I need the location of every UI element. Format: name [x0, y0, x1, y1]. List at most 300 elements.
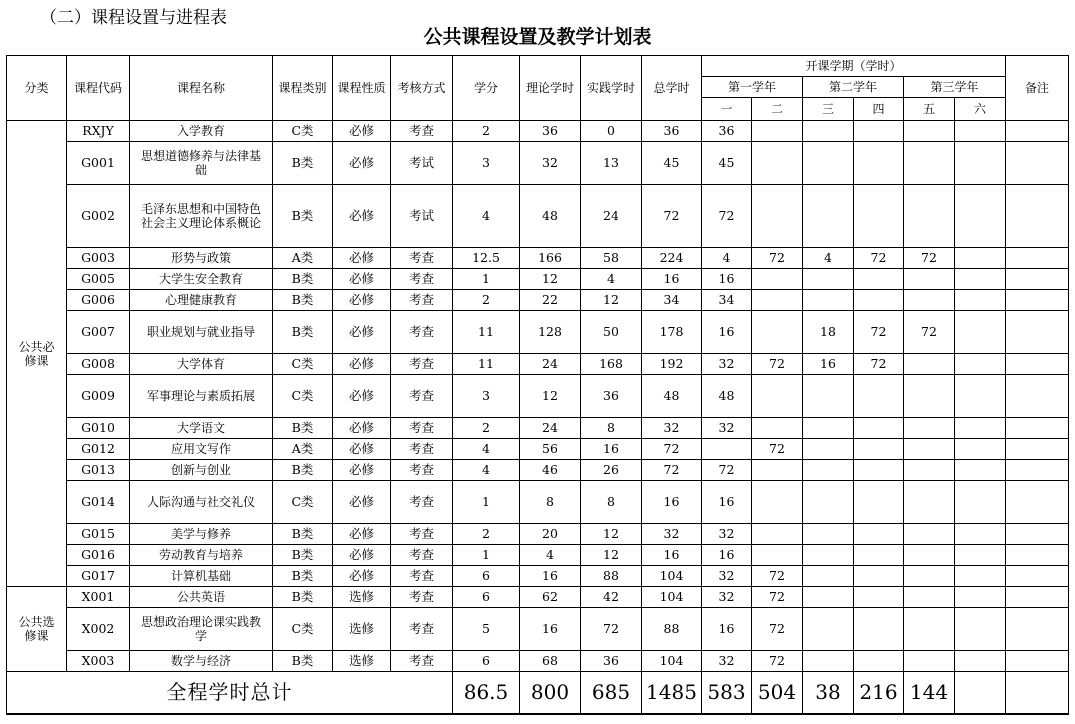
cell-total: 16 — [642, 269, 702, 290]
totals-theory: 800 — [520, 672, 581, 714]
cell-practice: 24 — [581, 185, 642, 248]
header-total: 总学时 — [642, 56, 702, 121]
cell-total: 178 — [642, 311, 702, 354]
totals-term-1: 583 — [702, 672, 752, 714]
cell-type: B类 — [273, 524, 333, 545]
cell-term-1: 45 — [702, 142, 752, 185]
cell-code: G017 — [67, 566, 130, 587]
cell-practice: 12 — [581, 290, 642, 311]
table-row — [7, 375, 1069, 418]
cell-term-6 — [955, 481, 1006, 524]
header-year3: 第三学年 — [904, 77, 1006, 98]
cell-practice: 36 — [581, 651, 642, 672]
cell-term-5 — [904, 121, 955, 142]
cell-remark — [1006, 121, 1069, 142]
table-row — [7, 439, 1069, 460]
cell-exam: 考查 — [391, 418, 453, 439]
cell-term-4 — [854, 375, 904, 418]
cell-term-3 — [803, 524, 854, 545]
cell-nature: 必修 — [333, 439, 391, 460]
cell-credits: 6 — [453, 651, 520, 672]
cell-term-6 — [955, 142, 1006, 185]
totals-row — [7, 672, 1069, 714]
cell-total: 104 — [642, 651, 702, 672]
cell-code: G009 — [67, 375, 130, 418]
cell-total: 104 — [642, 566, 702, 587]
cell-name: 形势与政策 — [130, 248, 273, 269]
cell-term-1: 16 — [702, 311, 752, 354]
cell-term-2 — [752, 142, 803, 185]
table-row — [7, 608, 1069, 651]
cell-nature: 必修 — [333, 460, 391, 481]
cell-term-3 — [803, 121, 854, 142]
cell-code: G010 — [67, 418, 130, 439]
cell-term-6 — [955, 439, 1006, 460]
cell-term-3: 4 — [803, 248, 854, 269]
cell-credits: 12.5 — [453, 248, 520, 269]
header-year2: 第二学年 — [803, 77, 904, 98]
cell-code: X003 — [67, 651, 130, 672]
cell-term-2: 72 — [752, 608, 803, 651]
cell-term-1: 32 — [702, 651, 752, 672]
cell-term-2: 72 — [752, 566, 803, 587]
cell-term-4 — [854, 290, 904, 311]
cell-term-2 — [752, 311, 803, 354]
cell-term-3 — [803, 142, 854, 185]
table-row — [7, 269, 1069, 290]
cell-term-2: 72 — [752, 651, 803, 672]
cell-theory: 48 — [520, 185, 581, 248]
cell-remark — [1006, 608, 1069, 651]
cell-credits: 2 — [453, 290, 520, 311]
cell-type: C类 — [273, 608, 333, 651]
cell-total: 72 — [642, 439, 702, 460]
cell-nature: 必修 — [333, 375, 391, 418]
cell-code: G012 — [67, 439, 130, 460]
cell-type: B类 — [273, 545, 333, 566]
cell-term-2 — [752, 375, 803, 418]
cell-term-6 — [955, 311, 1006, 354]
cell-code: G008 — [67, 354, 130, 375]
cell-theory: 166 — [520, 248, 581, 269]
cell-theory: 36 — [520, 121, 581, 142]
header-practice: 实践学时 — [581, 56, 642, 121]
cell-code: X002 — [67, 608, 130, 651]
cell-type: B类 — [273, 651, 333, 672]
cell-nature: 选修 — [333, 651, 391, 672]
cell-term-6 — [955, 354, 1006, 375]
cell-credits: 4 — [453, 439, 520, 460]
cell-term-6 — [955, 524, 1006, 545]
cell-term-3 — [803, 269, 854, 290]
cell-term-6 — [955, 608, 1006, 651]
cell-theory: 12 — [520, 375, 581, 418]
cell-term-1: 72 — [702, 460, 752, 481]
cell-theory: 56 — [520, 439, 581, 460]
totals-term-4: 216 — [854, 672, 904, 714]
cell-term-1: 32 — [702, 587, 752, 608]
cell-term-1: 36 — [702, 121, 752, 142]
cell-name: 应用文写作 — [130, 439, 273, 460]
cell-name: 大学语文 — [130, 418, 273, 439]
cell-term-2 — [752, 290, 803, 311]
cell-term-5 — [904, 651, 955, 672]
cell-credits: 1 — [453, 269, 520, 290]
cell-practice: 36 — [581, 375, 642, 418]
cell-credits: 3 — [453, 142, 520, 185]
cell-term-3 — [803, 608, 854, 651]
cell-nature: 选修 — [333, 608, 391, 651]
cell-credits: 11 — [453, 354, 520, 375]
cell-term-2 — [752, 524, 803, 545]
cell-credits: 4 — [453, 460, 520, 481]
cell-practice: 4 — [581, 269, 642, 290]
cell-term-5 — [904, 608, 955, 651]
cell-term-4 — [854, 566, 904, 587]
cell-practice: 72 — [581, 608, 642, 651]
cell-theory: 62 — [520, 587, 581, 608]
cell-exam: 考查 — [391, 439, 453, 460]
course-plan-table — [6, 55, 1069, 715]
cell-remark — [1006, 142, 1069, 185]
cell-term-1: 16 — [702, 481, 752, 524]
table-row — [7, 121, 1069, 142]
cell-total: 104 — [642, 587, 702, 608]
table-row — [7, 311, 1069, 354]
cell-credits: 3 — [453, 375, 520, 418]
cell-credits: 11 — [453, 311, 520, 354]
cell-term-5 — [904, 354, 955, 375]
cell-exam: 考查 — [391, 311, 453, 354]
header-term-1: 一 — [702, 98, 752, 121]
cell-practice: 12 — [581, 524, 642, 545]
header-term-5: 五 — [904, 98, 955, 121]
cell-term-1: 32 — [702, 524, 752, 545]
cell-nature: 必修 — [333, 311, 391, 354]
totals-label: 全程学时总计 — [7, 672, 453, 714]
totals-remark — [1006, 672, 1069, 714]
cell-term-6 — [955, 248, 1006, 269]
cell-code: G006 — [67, 290, 130, 311]
cell-term-5 — [904, 418, 955, 439]
cell-name: 心理健康教育 — [130, 290, 273, 311]
cell-term-1: 4 — [702, 248, 752, 269]
cell-code: G001 — [67, 142, 130, 185]
cell-exam: 考查 — [391, 460, 453, 481]
cell-term-4 — [854, 587, 904, 608]
cell-term-6 — [955, 587, 1006, 608]
cell-nature: 必修 — [333, 248, 391, 269]
cell-exam: 考查 — [391, 481, 453, 524]
header-credits: 学分 — [453, 56, 520, 121]
header-exam: 考核方式 — [391, 56, 453, 121]
cell-nature: 必修 — [333, 269, 391, 290]
cell-type: C类 — [273, 375, 333, 418]
cell-term-5 — [904, 142, 955, 185]
category-required: 公共必修课 — [7, 121, 67, 587]
header-code: 课程代码 — [67, 56, 130, 121]
cell-nature: 必修 — [333, 142, 391, 185]
cell-code: G005 — [67, 269, 130, 290]
cell-term-3 — [803, 290, 854, 311]
cell-type: C类 — [273, 481, 333, 524]
cell-type: B类 — [273, 460, 333, 481]
cell-term-2: 72 — [752, 248, 803, 269]
cell-term-5 — [904, 587, 955, 608]
header-year1: 第一学年 — [702, 77, 803, 98]
cell-term-5 — [904, 545, 955, 566]
cell-term-2 — [752, 481, 803, 524]
header-term-3: 三 — [803, 98, 854, 121]
header-remark: 备注 — [1006, 56, 1069, 121]
cell-term-3 — [803, 481, 854, 524]
cell-term-3 — [803, 375, 854, 418]
cell-term-3 — [803, 566, 854, 587]
cell-total: 48 — [642, 375, 702, 418]
cell-term-5 — [904, 375, 955, 418]
cell-term-1: 32 — [702, 566, 752, 587]
cell-nature: 必修 — [333, 354, 391, 375]
cell-remark — [1006, 481, 1069, 524]
cell-term-5: 72 — [904, 248, 955, 269]
cell-term-1: 34 — [702, 290, 752, 311]
cell-remark — [1006, 269, 1069, 290]
cell-nature: 选修 — [333, 587, 391, 608]
cell-term-2: 72 — [752, 587, 803, 608]
header-nature: 课程性质 — [333, 56, 391, 121]
cell-term-3 — [803, 651, 854, 672]
cell-term-4 — [854, 651, 904, 672]
cell-term-4 — [854, 185, 904, 248]
cell-term-4 — [854, 439, 904, 460]
cell-name: 人际沟通与社交礼仪 — [130, 481, 273, 524]
cell-term-4 — [854, 460, 904, 481]
cell-term-4 — [854, 121, 904, 142]
cell-term-2 — [752, 269, 803, 290]
cell-exam: 考查 — [391, 608, 453, 651]
cell-remark — [1006, 460, 1069, 481]
cell-term-6 — [955, 121, 1006, 142]
cell-practice: 13 — [581, 142, 642, 185]
cell-term-5 — [904, 185, 955, 248]
cell-nature: 必修 — [333, 290, 391, 311]
cell-theory: 46 — [520, 460, 581, 481]
cell-name: 计算机基础 — [130, 566, 273, 587]
cell-total: 16 — [642, 545, 702, 566]
cell-term-2: 72 — [752, 439, 803, 460]
cell-remark — [1006, 651, 1069, 672]
cell-name: 劳动教育与培养 — [130, 545, 273, 566]
cell-code: G013 — [67, 460, 130, 481]
cell-term-1: 32 — [702, 354, 752, 375]
cell-code: RXJY — [67, 121, 130, 142]
cell-theory: 24 — [520, 418, 581, 439]
cell-total: 34 — [642, 290, 702, 311]
cell-exam: 考查 — [391, 121, 453, 142]
cell-practice: 8 — [581, 481, 642, 524]
cell-type: B类 — [273, 587, 333, 608]
cell-exam: 考查 — [391, 290, 453, 311]
totals-term-6 — [955, 672, 1006, 714]
category-elective: 公共选修课 — [7, 587, 67, 672]
cell-term-6 — [955, 269, 1006, 290]
cell-total: 32 — [642, 418, 702, 439]
cell-term-1: 16 — [702, 545, 752, 566]
header-term-6: 六 — [955, 98, 1006, 121]
cell-term-1: 48 — [702, 375, 752, 418]
cell-nature: 必修 — [333, 524, 391, 545]
cell-theory: 22 — [520, 290, 581, 311]
cell-nature: 必修 — [333, 545, 391, 566]
cell-remark — [1006, 439, 1069, 460]
cell-nature: 必修 — [333, 418, 391, 439]
cell-code: G014 — [67, 481, 130, 524]
cell-term-6 — [955, 651, 1006, 672]
cell-exam: 考查 — [391, 354, 453, 375]
header-category: 分类 — [7, 56, 67, 121]
cell-term-2 — [752, 545, 803, 566]
cell-practice: 42 — [581, 587, 642, 608]
cell-theory: 16 — [520, 608, 581, 651]
cell-remark — [1006, 290, 1069, 311]
cell-term-2 — [752, 121, 803, 142]
cell-theory: 20 — [520, 524, 581, 545]
cell-exam: 考查 — [391, 248, 453, 269]
cell-code: G003 — [67, 248, 130, 269]
cell-credits: 1 — [453, 481, 520, 524]
table-row — [7, 587, 1069, 608]
cell-remark — [1006, 587, 1069, 608]
cell-type: B类 — [273, 185, 333, 248]
cell-remark — [1006, 354, 1069, 375]
cell-type: B类 — [273, 566, 333, 587]
cell-remark — [1006, 248, 1069, 269]
cell-term-1: 16 — [702, 269, 752, 290]
header-term-4: 四 — [854, 98, 904, 121]
header-schedule: 开课学期（学时） — [702, 56, 1006, 77]
cell-term-6 — [955, 418, 1006, 439]
cell-theory: 16 — [520, 566, 581, 587]
cell-practice: 16 — [581, 439, 642, 460]
cell-name: 入学教育 — [130, 121, 273, 142]
cell-term-3: 18 — [803, 311, 854, 354]
cell-term-6 — [955, 545, 1006, 566]
cell-nature: 必修 — [333, 121, 391, 142]
cell-name: 思想政治理论课实践教学 — [130, 608, 273, 651]
cell-code: X001 — [67, 587, 130, 608]
cell-term-6 — [955, 566, 1006, 587]
cell-name: 美学与修养 — [130, 524, 273, 545]
table-row — [7, 290, 1069, 311]
cell-term-2: 72 — [752, 354, 803, 375]
cell-credits: 2 — [453, 121, 520, 142]
cell-exam: 考查 — [391, 587, 453, 608]
cell-exam: 考试 — [391, 142, 453, 185]
totals-term-2: 504 — [752, 672, 803, 714]
table-row — [7, 481, 1069, 524]
cell-exam: 考查 — [391, 375, 453, 418]
cell-remark — [1006, 524, 1069, 545]
header-name: 课程名称 — [130, 56, 273, 121]
cell-term-6 — [955, 460, 1006, 481]
cell-credits: 5 — [453, 608, 520, 651]
cell-total: 36 — [642, 121, 702, 142]
cell-nature: 必修 — [333, 566, 391, 587]
cell-term-4: 72 — [854, 248, 904, 269]
cell-remark — [1006, 185, 1069, 248]
cell-term-4: 72 — [854, 311, 904, 354]
cell-theory: 128 — [520, 311, 581, 354]
cell-term-1: 16 — [702, 608, 752, 651]
totals-term-3: 38 — [803, 672, 854, 714]
cell-type: C类 — [273, 121, 333, 142]
cell-credits: 2 — [453, 524, 520, 545]
table-row — [7, 545, 1069, 566]
cell-term-5 — [904, 290, 955, 311]
cell-practice: 58 — [581, 248, 642, 269]
cell-term-3 — [803, 439, 854, 460]
table-row — [7, 524, 1069, 545]
cell-remark — [1006, 566, 1069, 587]
cell-term-3 — [803, 185, 854, 248]
cell-term-5: 72 — [904, 311, 955, 354]
header-term-2: 二 — [752, 98, 803, 121]
cell-type: B类 — [273, 418, 333, 439]
cell-remark — [1006, 375, 1069, 418]
cell-total: 72 — [642, 460, 702, 481]
cell-total: 72 — [642, 185, 702, 248]
cell-term-5 — [904, 269, 955, 290]
cell-term-3: 16 — [803, 354, 854, 375]
cell-credits: 6 — [453, 566, 520, 587]
cell-exam: 考查 — [391, 566, 453, 587]
cell-term-3 — [803, 545, 854, 566]
section-title: （二）课程设置与进程表 — [40, 8, 227, 28]
totals-practice: 685 — [581, 672, 642, 714]
cell-total: 45 — [642, 142, 702, 185]
cell-term-4 — [854, 524, 904, 545]
table-row — [7, 248, 1069, 269]
cell-type: A类 — [273, 248, 333, 269]
cell-remark — [1006, 418, 1069, 439]
cell-name: 数学与经济 — [130, 651, 273, 672]
table-title: 公共课程设置及教学计划表 — [423, 26, 652, 48]
cell-term-2 — [752, 460, 803, 481]
cell-term-4 — [854, 481, 904, 524]
cell-term-6 — [955, 185, 1006, 248]
cell-nature: 必修 — [333, 185, 391, 248]
cell-term-3 — [803, 418, 854, 439]
cell-remark — [1006, 311, 1069, 354]
cell-exam: 考查 — [391, 545, 453, 566]
totals-term-5: 144 — [904, 672, 955, 714]
cell-name: 职业规划与就业指导 — [130, 311, 273, 354]
cell-type: B类 — [273, 142, 333, 185]
cell-term-5 — [904, 566, 955, 587]
cell-exam: 考试 — [391, 185, 453, 248]
cell-practice: 12 — [581, 545, 642, 566]
cell-code: G002 — [67, 185, 130, 248]
cell-term-1: 32 — [702, 418, 752, 439]
cell-exam: 考查 — [391, 651, 453, 672]
cell-type: C类 — [273, 354, 333, 375]
table-row — [7, 354, 1069, 375]
cell-theory: 12 — [520, 269, 581, 290]
cell-term-6 — [955, 290, 1006, 311]
cell-term-4 — [854, 418, 904, 439]
cell-theory: 68 — [520, 651, 581, 672]
cell-exam: 考查 — [391, 524, 453, 545]
